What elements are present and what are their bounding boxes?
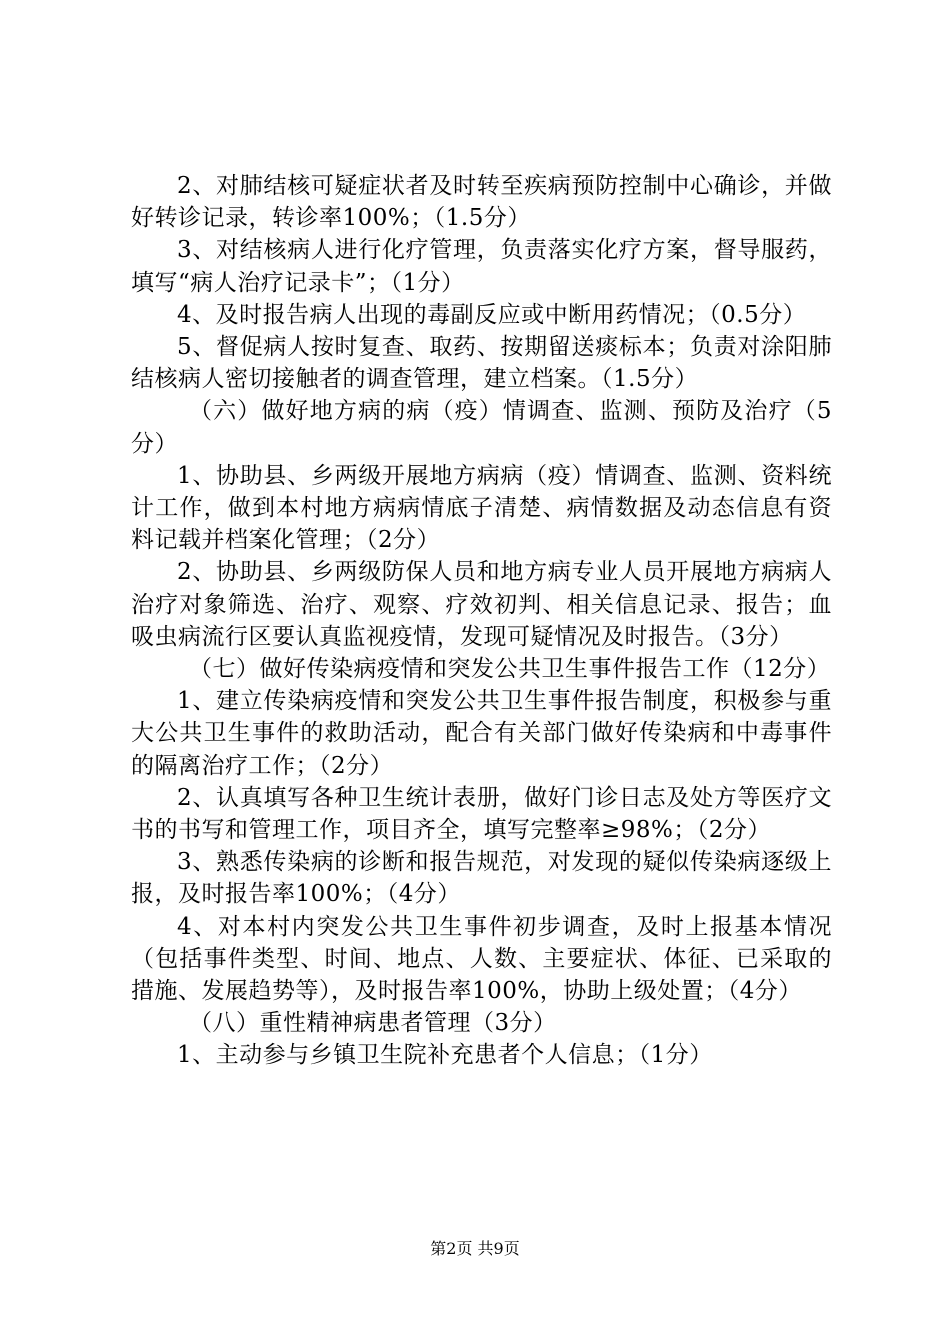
section-heading: （七）做好传染病疫情和突发公共卫生事件报告工作（12分） (189, 656, 831, 683)
section-heading: （六）做好地方病的病（疫）情调查、监测、预防及治疗（5分） (131, 398, 832, 457)
paragraph: 3、熟悉传染病的诊断和报告规范，对发现的疑似传染病逐级上报，及时报告率100%；（4分） (131, 849, 832, 908)
page-number: 第2页 (430, 1239, 473, 1258)
paragraph: 1、建立传染病疫情和突发公共卫生事件报告制度，积极参与重大公共卫生事件的救助活动，配合有关部门做好传染病和中毒事件的隔离治疗工作；（2分） (131, 688, 832, 779)
paragraph: 1、协助县、乡两级开展地方病病（疫）情调查、监测、资料统计工作，做到本村地方病病情底子清楚、病情数据及动态信息有资料记载并档案化管理；（2分） (131, 462, 832, 554)
paragraph: 3、对结核病人进行化疗管理，负责落实化疗方案，督导服药，填写“病人治疗记录卡”；（1分） (131, 237, 832, 296)
paragraph: 1、主动参与乡镇卫生院补充患者个人信息；（1分） (177, 1042, 713, 1069)
page-total: 共9页 (477, 1239, 520, 1258)
paragraph: 5、督促病人按时复查、取药、按期留送痰标本；负责对涂阳肺结核病人密切接触者的调查管理，建立档案。（1.5分） (131, 334, 832, 393)
paragraph: 2、对肺结核可疑症状者及时转至疾病预防控制中心确诊，并做好转诊记录，转诊率100%；（1.5分） (131, 173, 832, 232)
paragraph: 2、认真填写各种卫生统计表册，做好门诊日志及处方等医疗文书的书写和管理工作，项目齐全，填写完整率≥98%；（2分） (131, 784, 832, 844)
page-footer (0, 1239, 950, 1259)
section-heading: （八）重性精神病患者管理（3分） (189, 1010, 557, 1037)
paragraph: 2、协助县、乡两级防保人员和地方病专业人员开展地方病病人治疗对象筛选、治疗、观察、疗效初判、相关信息记录、报告；血吸虫病流行区要认真监视疫情，发现可疑情况及时报告。（3分） (131, 559, 832, 650)
document-body (131, 170, 832, 1072)
paragraph: 4、对本村内突发公共卫生事件初步调查，及时上报基本情况（包括事件类型、时间、地点、人数、主要症状、体征、已采取的措施、发展趋势等），及时报告率100%，协助上级处置；（4分） (131, 913, 832, 1005)
paragraph: 4、及时报告病人出现的毒副反应或中断用药情况；（0.5分） (177, 301, 807, 328)
